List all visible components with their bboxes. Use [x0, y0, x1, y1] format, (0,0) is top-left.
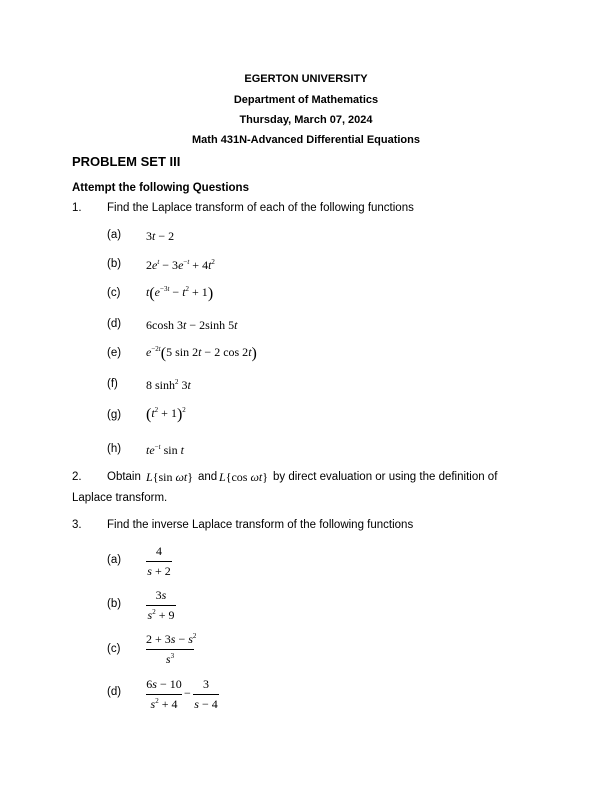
- q3b-label: (b): [107, 598, 122, 610]
- q2-text-line2: Laplace transform.: [72, 492, 168, 504]
- q1e-expression: $e^{-2t}(5$ sin 2t − 2 cos 2t): [146, 345, 257, 362]
- document-page: EGERTON UNIVERSITY Department of Mathematics Thursday, March 07, 2024 Math 431N-Advanced Differential Equations PROBLEM SET III Attempt the following Questions 1. Find the Laplace transform of each of the following functions (a) 3t − 2 (b) $2e^t - 3e^{-t} + 4t^2$ (c) $t(e^{-3t} - t^2 + 1)$ (d) 6cosh 3t − 2sinh 5t (e) $e^{-2t}(5$ sin 2t − 2 cos 2t) (f) 8 $\sinh^2 3t$ (g) $(t^2 + 1)^2$ (h) $te^{-t}$ sin t 2. Obtain L{sin ωt} and L{cos ωt} by direct evaluation or using the definition of Laplace transform. 3. Find the inverse Laplace transform of the following functions (a) 4 s + 2 (b) 3s $s^2 + 9$ (c) $2 + 3s - s^2$ $s^3$ (d) 6s − 10 $s^2 + 4$ − 3 s − 4: [0, 0, 612, 792]
- instructions: Attempt the following Questions: [72, 182, 249, 194]
- q1-text: Find the Laplace transform of each of the following functions: [107, 202, 414, 214]
- q1f-expression: 8 $\sinh^2 3t$: [146, 378, 191, 392]
- q1a-label: (a): [107, 229, 122, 241]
- q1d-expression: 6cosh 3t − 2sinh 5t: [146, 318, 238, 332]
- q1-number: 1.: [72, 202, 82, 214]
- q1h-label: (h): [107, 443, 122, 455]
- q1a-expression: 3t − 2: [146, 229, 175, 243]
- problem-set-title: PROBLEM SET III: [72, 154, 181, 169]
- q1c-expression: $t(e^{-3t} - t^2 + 1)$: [146, 285, 214, 302]
- q1c-label: (c): [107, 287, 121, 299]
- q2-cos-expression: L{cos ωt}: [219, 470, 269, 484]
- q1d-label: (d): [107, 318, 122, 330]
- department-name: Department of Mathematics: [233, 94, 379, 106]
- q1f-label: (f): [107, 378, 118, 390]
- date-line: Thursday, March 07, 2024: [239, 114, 373, 126]
- q3c-label: (c): [107, 643, 121, 655]
- q3-text: Find the inverse Laplace transform of the following functions: [107, 519, 414, 531]
- q1e-label: (e): [107, 347, 122, 359]
- university-name: EGERTON UNIVERSITY: [244, 73, 368, 85]
- q3d-minus: −: [184, 686, 191, 700]
- course-title: Math 431N-Advanced Differential Equations: [192, 134, 420, 146]
- q1h-expression: $te^{-t}$ sin t: [146, 443, 184, 457]
- q1b-label: (b): [107, 258, 122, 270]
- q1b-expression: $2e^t - 3e^{-t} + 4t^2$: [146, 258, 215, 272]
- q3a-label: (a): [107, 554, 122, 566]
- q3d-label: (d): [107, 686, 122, 698]
- q2-number: 2.: [72, 471, 82, 483]
- q3-number: 3.: [72, 519, 82, 531]
- q2-text: by direct evaluation or using the definition of: [273, 471, 498, 483]
- q2-obtain: Obtain: [107, 471, 141, 483]
- q2-sin-expression: L{sin ωt}: [146, 470, 194, 484]
- q2-and: and: [198, 471, 218, 483]
- q1g-label: (g): [107, 409, 122, 421]
- q1g-expression: $(t^2 + 1)^2$: [146, 406, 186, 423]
